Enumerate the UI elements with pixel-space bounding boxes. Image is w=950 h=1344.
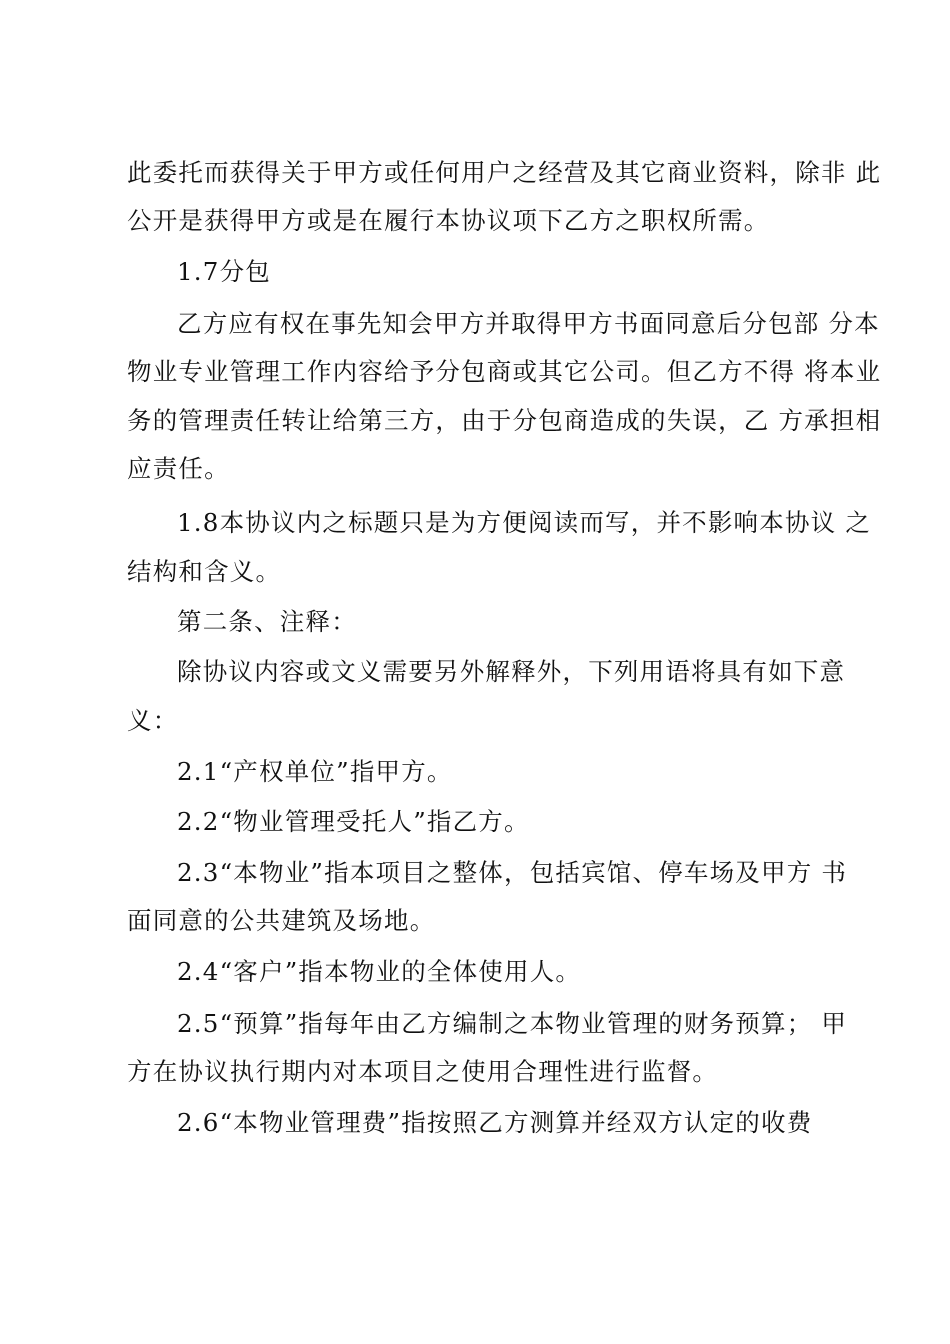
body-text-line: 此委托而获得关于甲方或任何用户之经营及其它商业资料，除非 此 bbox=[127, 158, 882, 187]
section-heading: 1.7分包 bbox=[177, 257, 271, 286]
definition-item: 2.1“产权单位”指甲方。 bbox=[177, 757, 453, 786]
body-text-line: 除协议内容或文义需要另外解释外，下列用语将具有如下意 bbox=[177, 657, 846, 686]
definition-item: 2.5“预算”指每年由乙方编制之本物业管理的财务预算； 甲 bbox=[177, 1009, 848, 1038]
body-text-line: 应责任。 bbox=[127, 454, 230, 483]
body-text-line: 义： bbox=[127, 706, 179, 735]
definition-item: 2.2“物业管理受托人”指乙方。 bbox=[177, 807, 530, 836]
body-text-line: 1.8本协议内之标题只是为方便阅读而写，并不影响本协议 之 bbox=[177, 508, 872, 537]
body-text-line: 方在协议执行期内对本项目之使用合理性进行监督。 bbox=[127, 1057, 719, 1086]
body-text-line: 面同意的公共建筑及场地。 bbox=[127, 906, 436, 935]
definition-item: 2.4“客户”指本物业的全体使用人。 bbox=[177, 957, 582, 986]
body-text-line: 结构和含义。 bbox=[127, 557, 282, 586]
section-heading: 第二条、注释： bbox=[177, 607, 357, 636]
body-text-line: 公开是获得甲方或是在履行本协议项下乙方之职权所需。 bbox=[127, 206, 770, 235]
body-text-line: 物业专业管理工作内容给予分包商或其它公司。但乙方不得 将本业 bbox=[127, 357, 882, 386]
body-text-line: 乙方应有权在事先知会甲方并取得甲方书面同意后分包部 分本 bbox=[177, 309, 880, 338]
definition-item: 2.3“本物业”指本项目之整体，包括宾馆、停车场及甲方 书 bbox=[177, 858, 848, 887]
definition-item: 2.6“本物业管理费”指按照乙方测算并经双方认定的收费 bbox=[177, 1108, 813, 1137]
body-text-line: 务的管理责任转让给第三方，由于分包商造成的失误，乙 方承担相 bbox=[127, 406, 882, 435]
